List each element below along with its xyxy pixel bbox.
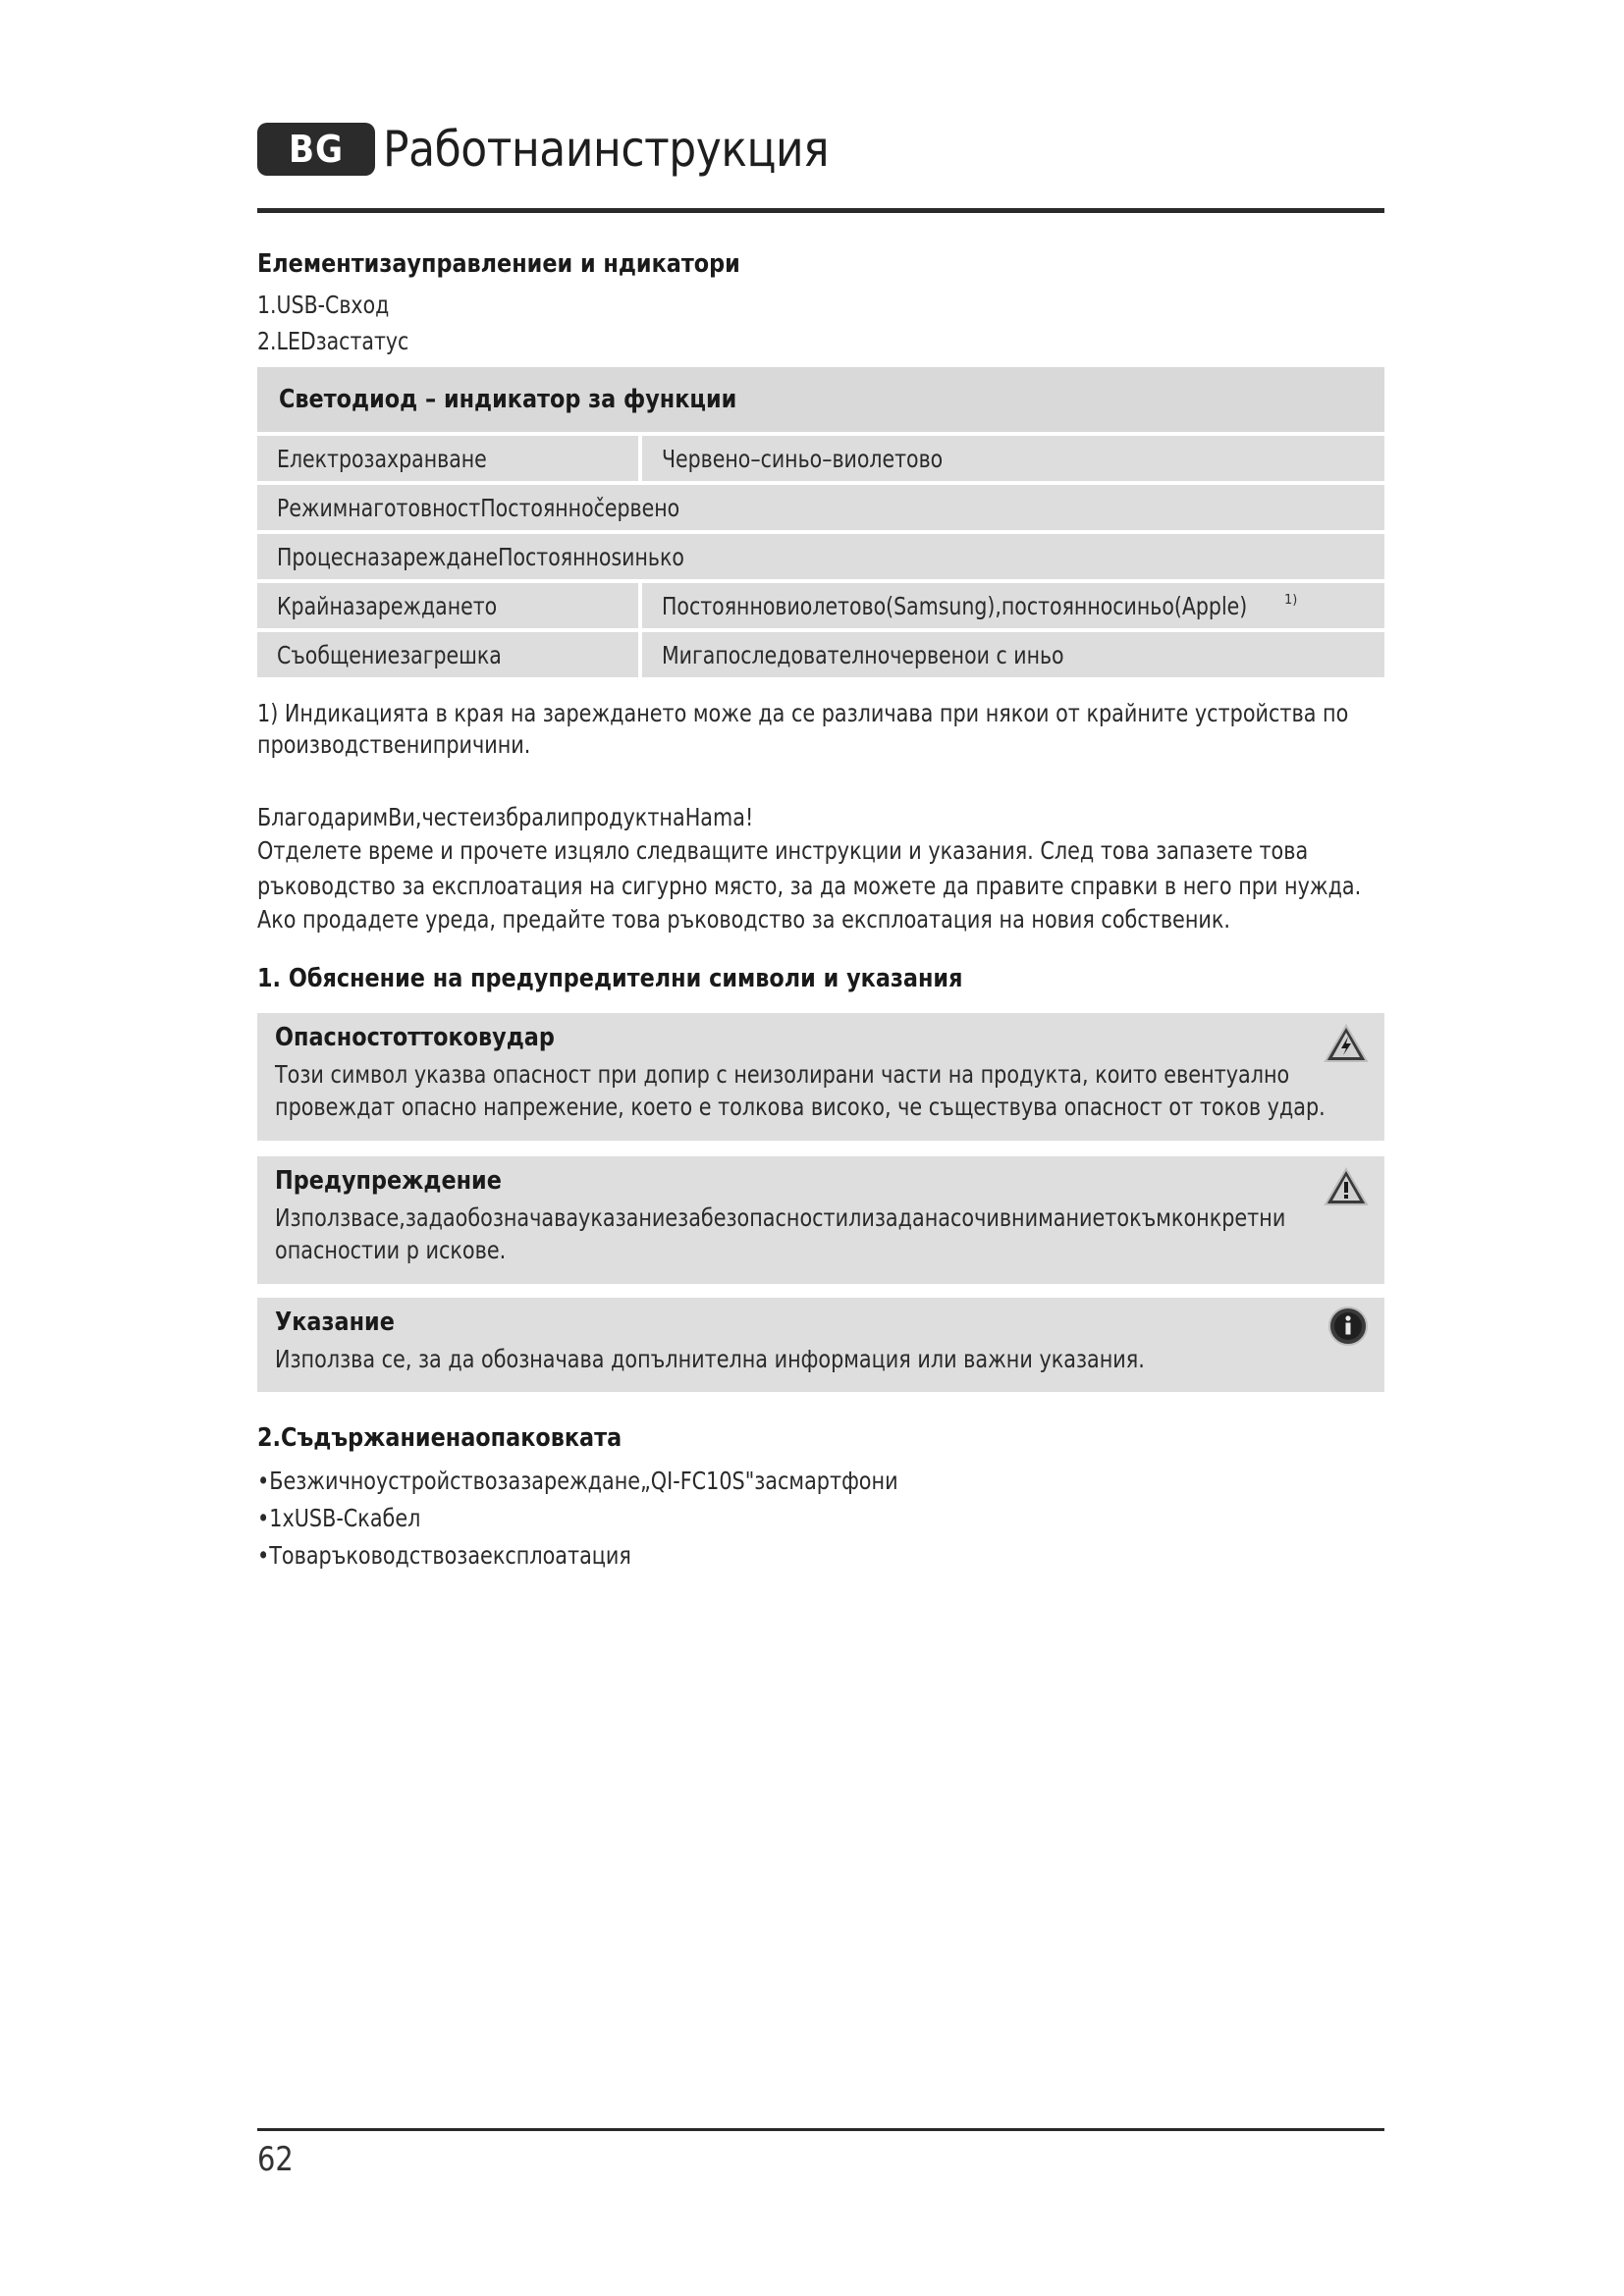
intro-line: Ако продадете уреда, предайте това ръководство за експлоатация на новия собственик. — [257, 905, 1231, 934]
table-row — [257, 534, 1384, 579]
warning-box — [257, 1156, 1384, 1284]
table-cell-label: Електрозахранване — [257, 436, 638, 481]
intro-line: ръководство за експлоатация на сигурно място, за да можете да правите справки в него при нужда. — [257, 872, 1362, 900]
header-divider — [257, 208, 1384, 213]
footnote: производственипричини. — [257, 730, 531, 759]
box-title: Указание — [275, 1308, 395, 1337]
table-cell-label: Съобщениезагрешка — [257, 632, 638, 677]
section-heading: 2.Съдържаниенаопаковката — [257, 1423, 623, 1453]
table-cell-value: Мигапоследователночервенои с иньо — [642, 632, 1384, 677]
page-header — [257, 120, 890, 179]
package-contents-list — [257, 1467, 1029, 1578]
controls-item: 2.LEDзастатус — [257, 327, 409, 355]
table-cell-value: Постояннoвиолетово(Samsung),постояннoсиньо(Apple) 1) — [642, 583, 1384, 628]
page-number: 62 — [257, 2140, 294, 2179]
table-row — [257, 583, 1384, 628]
warning-triangle-icon — [1324, 1166, 1369, 1207]
table-row — [257, 632, 1384, 677]
table-cell-label: РежимнаготовностПостояннočервено — [257, 485, 1384, 530]
info-circle-icon — [1327, 1306, 1369, 1347]
page-title: Работнаинструкция — [383, 121, 830, 178]
intro-line: БлагодаримВи,честеизбралипродуктнаHama! — [257, 803, 754, 831]
box-text: Използвасе,задаобозначавауказаниезабезопасностилизаданасочивниманиетокъмконкретни — [275, 1203, 1286, 1232]
intro-line: Отделете време и прочете изцяло следващите инструкции и указания. След това запазете това — [257, 836, 1309, 865]
list-item: •Безжичноустройствозазареждане„QI-FC10S"засмартфони — [257, 1467, 898, 1495]
table-row — [257, 485, 1384, 530]
electric-warning-icon — [1324, 1023, 1369, 1064]
table-cell-label: Крайназареждането — [257, 583, 638, 628]
footnote-reference: 1) — [1284, 593, 1298, 608]
led-function-table — [257, 367, 1384, 677]
list-item: •Товаръководствозаексплоатация — [257, 1541, 631, 1570]
list-item: •1xUSB-Скабел — [257, 1504, 421, 1532]
note-box — [257, 1298, 1384, 1392]
box-text: Използва се, за да обозначава допълнителна информация или важни указания. — [275, 1345, 1145, 1373]
shock-hazard-box — [257, 1013, 1384, 1141]
table-row — [257, 436, 1384, 481]
controls-item: 1.USB-Свход — [257, 291, 390, 319]
box-text: опасностии р искове. — [275, 1236, 507, 1264]
table-cell-label: ПроцесназарежданеПостояннosинько — [257, 534, 1384, 579]
language-badge: BG — [257, 123, 375, 176]
box-title: Предупреждение — [275, 1166, 502, 1196]
box-title: Опасностоттоковудар — [275, 1023, 555, 1052]
section-heading: 1. Обяснение на предупредителни символи и указания — [257, 964, 963, 993]
footnote: 1) Индикацията в края на зареждането може да се различава при някои от крайните устройства по — [257, 699, 1349, 727]
controls-heading: Елементизауправлениеи и ндикатори — [257, 249, 740, 279]
table-header: Светодиод – индикатор за функции — [257, 367, 1384, 432]
footer-divider — [257, 2128, 1384, 2131]
box-text: Този символ указва опасност при допир с неизолирани части на продукта, които евентуално — [275, 1060, 1290, 1089]
box-text: провеждат опасно напрежение, което е толкова високо, че съществува опасност от токов удар. — [275, 1093, 1326, 1121]
table-cell-value: Червено–синьо–виолетово — [642, 436, 1384, 481]
